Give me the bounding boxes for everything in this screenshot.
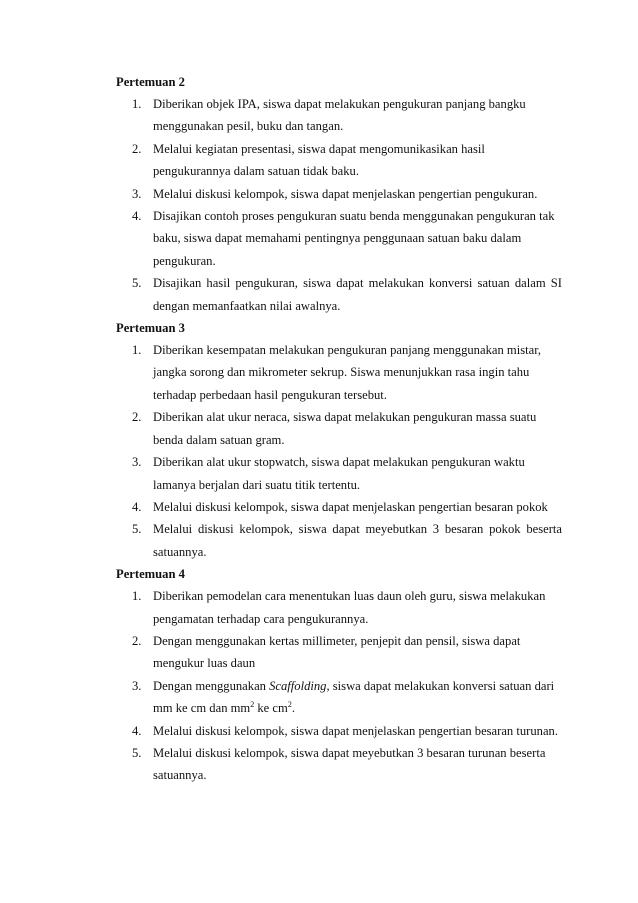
item-number: 2.: [132, 410, 142, 425]
item-number: 5.: [132, 276, 142, 291]
section-heading: Pertemuan 4: [116, 567, 185, 582]
item-number: 3.: [132, 678, 142, 693]
section-pertemuan-4: [116, 563, 562, 787]
list-item: [116, 183, 562, 205]
item-number: 2.: [132, 633, 142, 648]
section-pertemuan-3: [116, 317, 562, 563]
list-item: [116, 496, 562, 518]
list-item: [116, 138, 562, 183]
list-item: [116, 272, 562, 317]
superscript: 2: [250, 699, 255, 709]
superscript: 2: [287, 699, 292, 709]
list-item: [116, 406, 562, 451]
list-item: [116, 339, 562, 406]
item-number: 1.: [132, 343, 142, 358]
item-number: 5.: [132, 745, 142, 760]
item-text: Diberikan alat ukur stopwatch, siswa dapat melakukan pengukuran waktu lamanya berjalan dari suatu titik tertentu.: [153, 455, 525, 492]
item-text: Disajikan hasil pengukuran, siswa dapat melakukan konversi satuan dalam SI dengan memanfaatkan nilai awalnya.: [153, 276, 562, 313]
objective-list: [116, 93, 562, 317]
item-text-mid2: ke cm: [254, 701, 288, 716]
item-text: Diberikan objek IPA, siswa dapat melakukan pengukuran panjang bangku menggunakan pesil, buku dan tangan.: [153, 97, 526, 134]
item-text: Dengan menggunakan kertas millimeter, penjepit dan pensil, siswa dapat mengukur luas daun: [153, 633, 521, 671]
item-text: Melalui diskusi kelompok, siswa dapat meyebutkan 3 besaran pokok beserta satuannya.: [153, 522, 562, 559]
item-number: 1.: [132, 589, 142, 604]
list-item: [116, 205, 562, 272]
item-text-post: .: [291, 701, 295, 716]
item-text: Melalui kegiatan presentasi, siswa dapat mengomunikasikan hasil pengukurannya dalam satuan tidak baku.: [153, 141, 485, 179]
item-text: Melalui diskusi kelompok, siswa dapat menjelaskan pengertian pengukuran.: [153, 186, 538, 201]
item-text: Diberikan pemodelan cara menentukan luas daun oleh guru, siswa melakukan pengamatan terhadap cara pengukurannya.: [153, 589, 546, 626]
item-text: Melalui diskusi kelompok, siswa dapat meyebutkan 3 besaran turunan beserta satuannya.: [153, 745, 546, 783]
item-number: 1.: [132, 97, 142, 111]
item-number: 4.: [132, 209, 142, 224]
section-heading: Pertemuan 2: [116, 75, 185, 89]
item-number: 2.: [132, 141, 142, 156]
section-pertemuan-2: [116, 71, 562, 317]
item-number: 3.: [132, 455, 142, 470]
item-text-pre: Dengan menggunakan: [153, 678, 270, 693]
item-text-emphasis: Scaffolding: [269, 678, 327, 693]
list-item: [116, 630, 562, 675]
section-heading: Pertemuan 3: [116, 321, 185, 336]
list-item: [116, 720, 562, 742]
item-text: [153, 679, 554, 715]
item-number: 3.: [132, 186, 142, 201]
item-number: 4.: [132, 499, 142, 514]
list-item: [116, 742, 562, 787]
document-page: [116, 71, 562, 787]
list-item: [116, 451, 562, 496]
item-number: 4.: [132, 723, 142, 738]
item-text: Diberikan alat ukur neraca, siswa dapat melakukan pengukuran massa suatu benda dalam satuan gram.: [153, 410, 537, 447]
item-text: Melalui diskusi kelompok, siswa dapat menjelaskan pengertian besaran pokok: [153, 499, 548, 514]
objective-list: [116, 585, 562, 787]
item-text: Disajikan contoh proses pengukuran suatu benda menggunakan pengukuran tak baku, siswa dapat memahami pentingnya penggunaan satuan baku dalam pengukuran.: [153, 209, 555, 268]
list-item: [116, 585, 562, 630]
item-text: Melalui diskusi kelompok, siswa dapat menjelaskan pengertian besaran turunan.: [153, 723, 558, 738]
objective-list: [116, 339, 562, 563]
item-text-mid: , siswa dapat melakukan konversi satuan dari mm ke cm dan mm: [153, 678, 555, 716]
list-item: [116, 518, 562, 563]
item-text: Diberikan kesempatan melakukan pengukuran panjang menggunakan mistar, jangka sorong dan mikrometer sekrup. Siswa menunjukkan rasa ingin tahu terhadap perbedaan hasil pengukuran tersebut.: [153, 343, 542, 402]
item-number: 5.: [132, 522, 142, 537]
list-item: [116, 675, 562, 720]
list-item: [116, 93, 562, 138]
